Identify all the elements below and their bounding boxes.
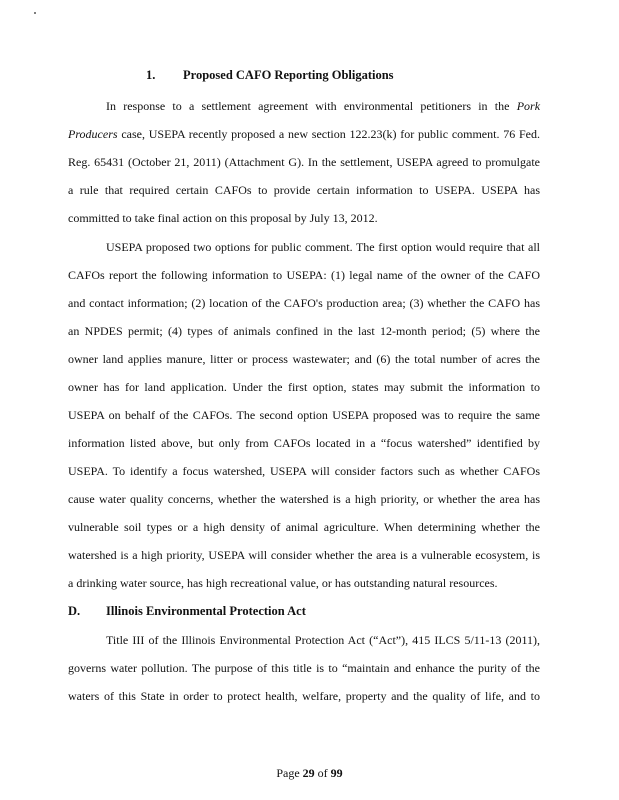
paragraph-line: a drinking water source, has high recreational value, or has outstanding natural resources. (68, 576, 498, 590)
paragraph-line: information listed above, but only from CAFOs located in a “focus watershed” identified by (68, 436, 540, 450)
paragraph-line: owner has for land application. Under the first option, states may submit the information to (68, 380, 540, 394)
paragraph-line: Reg. 65431 (October 21, 2011) (Attachment G). In the settlement, USEPA agreed to promulgate (68, 155, 540, 169)
total-pages: 99 (330, 766, 343, 780)
paragraph-line: committed to take final action on this proposal by July 13, 2012. (68, 211, 378, 225)
paragraph-line: Title III of the Illinois Environmental Protection Act (“Act”), 415 ILCS 5/11-13 (2011), (106, 633, 540, 647)
paragraph-line: owner land applies manure, litter or process wastewater; and (6) the total number of acres the (68, 352, 540, 366)
paragraph-line: watershed is a high priority, USEPA will consider whether the area is a vulnerable ecosystem, is (68, 548, 540, 562)
paragraph-line: CAFOs report the following information to USEPA: (1) legal name of the owner of the CAFO (68, 268, 540, 282)
paragraph-line: USEPA proposed two options for public comment. The first option would require that all (106, 240, 540, 254)
paragraph-line: In response to a settlement agreement with environmental petitioners in the Pork (106, 99, 541, 113)
paragraph-line: Producers case, USEPA recently proposed a new section 122.23(k) for public comment. 76 Fed. (68, 127, 541, 141)
scan-speck (34, 12, 36, 14)
paragraph-line: and contact information; (2) location of the CAFO's production area; (3) whether the CAFO has (68, 296, 540, 310)
paragraph-line: cause water quality concerns, whether the watershed is a high priority, or whether the area has (68, 492, 540, 506)
paragraph-line: vulnerable soil types or a high density of animal agriculture. When determining whether the (68, 520, 540, 534)
page-footer (0, 766, 619, 781)
paragraph-line: an NPDES permit; (4) types of animals confined in the last 12-month period; (5) where the (68, 324, 540, 338)
section-d-letter: D. (68, 604, 81, 618)
page-prefix: Page (276, 766, 300, 780)
paragraph-line: waters of this State in order to protect health, welfare, property and the quality of life, and to (68, 689, 540, 703)
paragraph-line: a rule that required certain CAFOs to provide certain information to USEPA. USEPA has (68, 183, 540, 197)
section-1-title: Proposed CAFO Reporting Obligations (183, 68, 394, 82)
section-d-title: Illinois Environmental Protection Act (106, 604, 306, 618)
page-number: 29 (302, 766, 315, 780)
paragraph-line: USEPA on behalf of the CAFOs. The second option USEPA proposed was to require the same (68, 408, 540, 422)
page-of: of (317, 766, 328, 780)
section-1-numeral: 1. (146, 68, 156, 82)
paragraph-line: governs water pollution. The purpose of this title is to “maintain and enhance the purity of the (68, 661, 540, 675)
paragraph-line: USEPA. To identify a focus watershed, USEPA will consider factors such as whether CAFOs (68, 464, 540, 478)
